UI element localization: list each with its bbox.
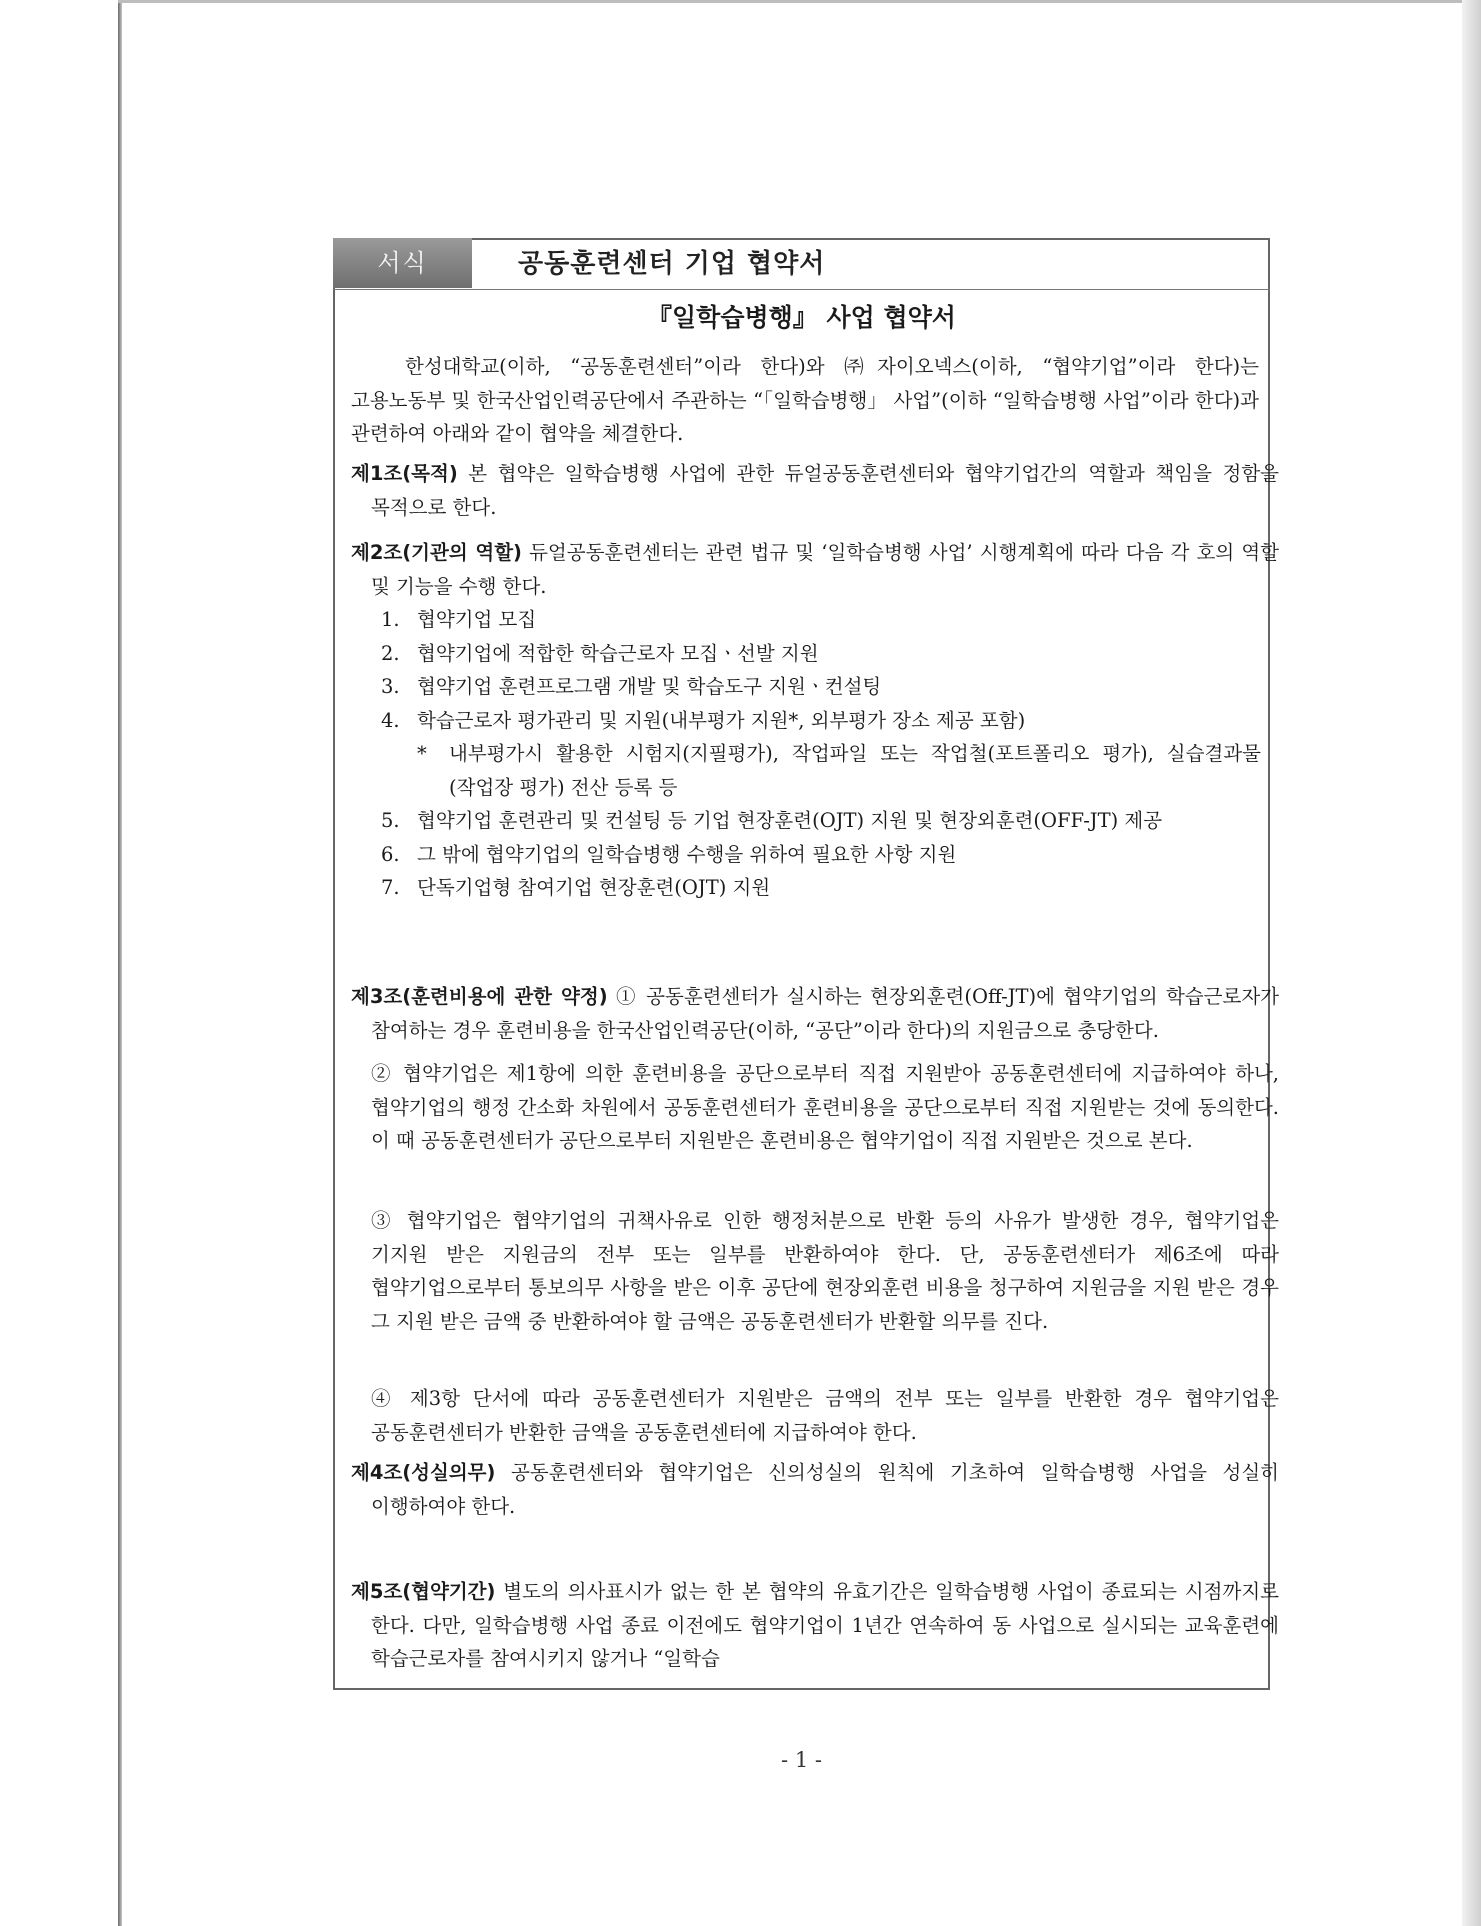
list-item bbox=[381, 704, 1261, 738]
article-2 bbox=[351, 536, 1279, 603]
article-1-text: 본 협약은 일학습병행 사업에 관한 듀얼공동훈련센터와 협약기업간의 역할과 책임을 정함을 목적으로 한다. bbox=[371, 462, 1279, 519]
form-title: 공동훈련센터 기업 협약서 bbox=[518, 249, 826, 279]
list-item bbox=[381, 804, 1261, 838]
list-item-number: 7. bbox=[381, 876, 400, 899]
article-3-heading: 제3조(훈련비용에 관한 약정) bbox=[351, 985, 608, 1008]
article-5-text: 별도의 의사표시가 없는 한 본 협약의 유효기간은 일학습병행 사업이 종료되는 시점까지로 한다. 다만, 일학습병행 사업 종료 이전에도 협약기업이 1년간 연속하여 동 사업으로 실시되는 교육훈련에 학습근로자를 참여시키지 않거나 “일학습 bbox=[371, 1580, 1279, 1670]
page-edge-left bbox=[118, 0, 122, 1926]
list-item-text: 협약기업 모집 bbox=[417, 608, 537, 631]
document-title: 『일학습병행』 사업 협약서 bbox=[647, 303, 956, 332]
list-item-text: 그 밖에 협약기업의 일학습병행 수행을 위하여 필요한 사항 지원 bbox=[417, 842, 957, 866]
article-5-heading: 제5조(협약기간) bbox=[351, 1580, 496, 1603]
article-3-clause-2: ② 협약기업은 제1항에 의한 훈련비용을 공단으로부터 직접 지원받아 공동훈련센터에 지급하여야 하나, 협약기업의 행정 간소화 차원에서 공동훈련센터가 훈련비용을 공단으로부터 직접 지원받는 것에 동의한다. 이 때 공동훈련센터가 공단으로부터 지원받은 훈련비용은 협약기업이 직접 지원받은 것으로 본다. bbox=[371, 1062, 1279, 1152]
list-item-text: 협약기업에 적합한 학습근로자 모집ㆍ선발 지원 bbox=[417, 641, 819, 665]
list-item bbox=[381, 637, 1261, 671]
list-item-number: 3. bbox=[381, 675, 400, 698]
list-item bbox=[381, 603, 1261, 637]
intro-paragraph: 한성대학교(이하, “공동훈련센터”이라 한다)와 ㈜자이오넥스(이하, “협약기업”이라 한다)는 고용노동부 및 한국산업인력공단에서 주관하는 “「일학습병행」 사업”(이하 “일학습병행 사업”이라 한다)과 관련하여 아래와 같이 협약을 체결한다. bbox=[351, 355, 1259, 445]
list-item-number: 5. bbox=[381, 809, 400, 832]
article-4-text: 공동훈련센터와 협약기업은 신의성실의 원칙에 기초하여 일학습병행 사업을 성실히 이행하여야 한다. bbox=[371, 1461, 1279, 1518]
article-4-heading: 제4조(성실의무) bbox=[351, 1461, 496, 1484]
list-item-number: 2. bbox=[381, 641, 400, 665]
list-item-text: 협약기업 훈련프로그램 개발 및 학습도구 지원ㆍ컨설팅 bbox=[417, 675, 882, 698]
list-note bbox=[417, 737, 1261, 804]
article-2-list bbox=[381, 603, 1261, 905]
article-3-clause-4: ④ 제3항 단서에 따라 공동훈련센터가 지원받은 금액의 전부 또는 일부를 반환한 경우 협약기업은 공동훈련센터가 반환한 금액을 공동훈련센터에 지급하여야 한다. bbox=[371, 1387, 1279, 1444]
page-edge-top bbox=[118, 0, 1481, 3]
page-number: - 1 - bbox=[781, 1748, 822, 1772]
article-3-text: ① 공동훈련센터가 실시하는 현장외훈련(Off-JT)에 협약기업의 학습근로자가 참여하는 경우 훈련비용을 한국산업인력공단(이하, “공단”이라 한다)의 지원금으로 충당한다. bbox=[371, 985, 1279, 1042]
article-4 bbox=[351, 1456, 1279, 1523]
list-item bbox=[381, 838, 1261, 872]
article-5 bbox=[351, 1575, 1279, 1676]
form-tag: 서식 bbox=[333, 238, 472, 288]
list-item-text: 학습근로자 평가관리 및 지원(내부평가 지원*, 외부평가 장소 제공 포함) bbox=[417, 708, 1026, 732]
article-3-clause-3: ③ 협약기업은 협약기업의 귀책사유로 인한 행정처분으로 반환 등의 사유가 발생한 경우, 협약기업은 기지원 받은 지원금의 전부 또는 일부를 반환하여야 한다. 단, 공동훈련센터가 제6조에 따라 협약기업으로부터 통보의무 사항을 받은 이후 공단에 현장외훈련 비용을 청구하여 지원금을 지원 받은 경우 그 지원 받은 금액 중 반환하여야 할 금액은 공동훈련센터가 반환할 의무를 진다. bbox=[371, 1209, 1279, 1333]
article-2-text: 듀얼공동훈련센터는 관련 법규 및 ‘일학습병행 사업’ 시행계획에 따라 다음 각 호의 역할 및 기능을 수행 한다. bbox=[371, 541, 1280, 598]
list-item-number: 1. bbox=[381, 608, 400, 631]
form-header bbox=[333, 238, 1270, 290]
list-item-number: 4. bbox=[381, 708, 400, 732]
list-item bbox=[381, 871, 1261, 905]
article-1 bbox=[351, 457, 1279, 524]
article-2-heading: 제2조(기관의 역할) bbox=[351, 541, 522, 564]
article-1-heading: 제1조(목적) bbox=[351, 462, 458, 485]
list-note-marker: * bbox=[417, 742, 427, 765]
article-3 bbox=[351, 980, 1279, 1047]
list-item bbox=[381, 670, 1261, 704]
list-item-number: 6. bbox=[381, 842, 400, 866]
page-edge-right bbox=[1462, 0, 1481, 1926]
list-item-text: 협약기업 훈련관리 및 컨설팅 등 기업 현장훈련(OJT) 지원 및 현장외훈련(OFF-JT) 제공 bbox=[417, 809, 1163, 832]
list-note-text: 내부평가시 활용한 시험지(지필평가), 작업파일 또는 작업철(포트폴리오 평가), 실습결과물(작업장 평가) 전산 등록 등 bbox=[449, 742, 1261, 799]
list-item-text: 단독기업형 참여기업 현장훈련(OJT) 지원 bbox=[417, 876, 771, 899]
